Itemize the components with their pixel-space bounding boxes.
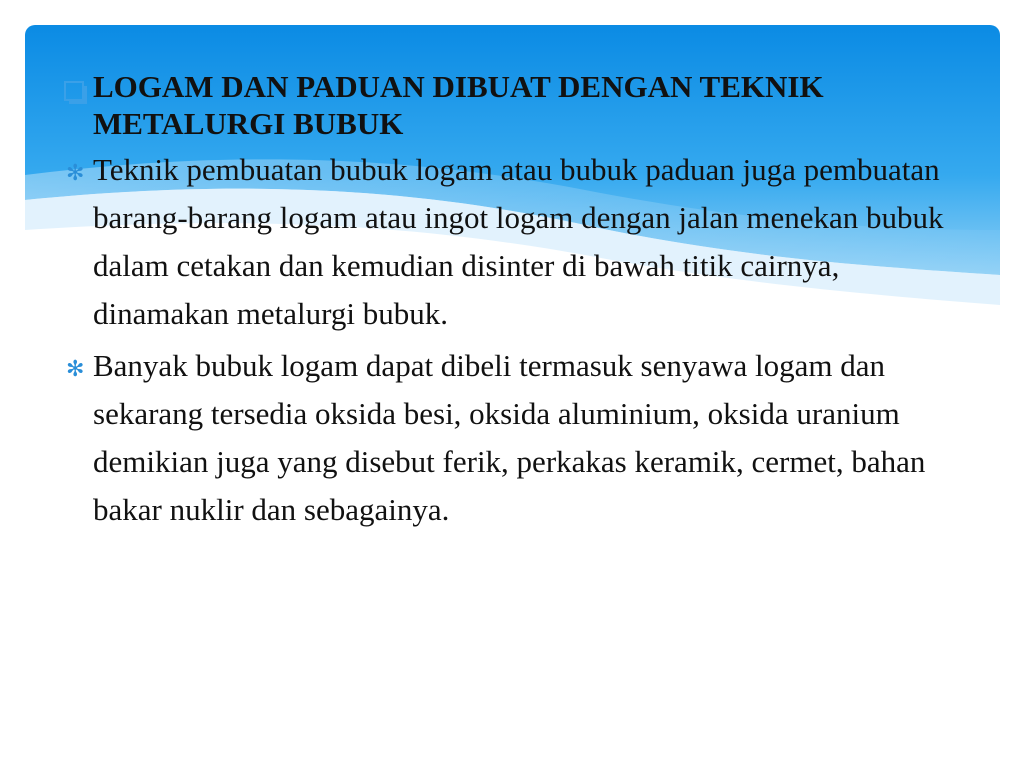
box-bullet-icon <box>64 72 84 109</box>
slide-content <box>62 68 962 534</box>
heading-text: LOGAM DAN PADUAN DIBUAT DENGAN TEKNIK METALURGI BUBUK <box>93 69 824 141</box>
heading-item <box>62 68 962 142</box>
asterisk-bullet-icon: ✻ <box>66 356 85 381</box>
bullet-text: Banyak bubuk logam dapat dibeli termasuk senyawa logam dan sekarang tersedia oksida besi, oksida aluminium, oksida uranium demikian juga yang disebut ferik, perkakas keramik, cermet, bahan bakar nuklir dan sebagainya. <box>93 348 926 527</box>
bullet-text: Teknik pembuatan bubuk logam atau bubuk paduan juga pembuatan barang-barang logam atau ingot logam dengan jalan menekan bubuk dalam cetakan dan kemudian disinter di bawah titik cairnya, dinamakan metalurgi bubuk. <box>93 152 944 331</box>
asterisk-bullet-icon: ✻ <box>66 160 85 185</box>
bullet-item <box>62 342 962 534</box>
bullet-item <box>62 146 962 338</box>
